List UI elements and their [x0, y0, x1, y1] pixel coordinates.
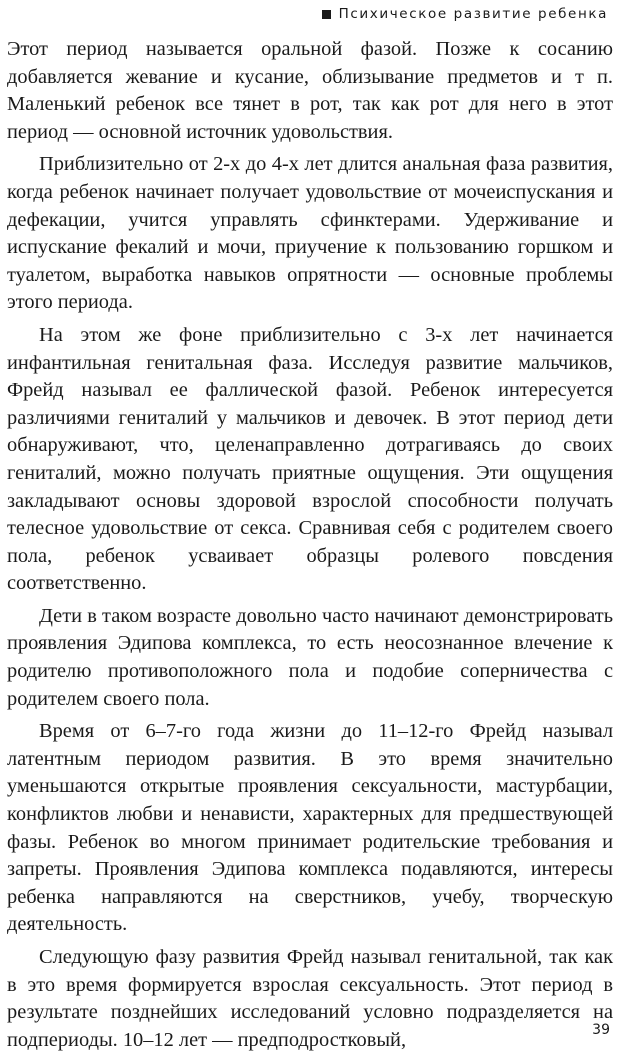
paragraph-genital-phase: На этом же фоне приблизительно с 3-х лет начинается инфантильная генитальная фаза. Исследуя развитие мальчиков, Фрейд называл ее фаллической фазой. Ребенок интересуется различиями гениталий у мальчиков и девочек. В этот период дети обнаруживают, что, целенаправленно дотрагиваясь до своих гениталий, можно получать приятные ощущения. Эти ощущения закладывают основы здоровой взрослой способности получать телесное удовольствие от секса. Сравнивая себя с родителем своего пола, ребенок усваивает образцы ролевого повсдения соответственно. — [7, 323, 613, 595]
paragraph-anal-phase: Приблизительно от 2-х до 4-х лет длится анальная фаза развития, когда ребенок начинает получает удовольствие от мочеиспускания и дефекации, учится управлять сфинктерами. Удерживание и испускание фекалий и мочи, приучение к пользованию горшком и туалетом, выработка навыков опрятности — основные проблемы этого периода. — [7, 153, 613, 314]
paragraph-latent-period: Время от 6–7-го года жизни до 11–12-го Фрейд называл латентным периодом развития. В это время значительно уменьшаются открытые проявления сексуальности, мастурбации, конфликтов любви и ненависти, характерных для предшествующей фазы. Ребенок во многом принимает родительские требования и запреты. Проявления Эдипова комплекса подавляются, интересы ребенка направляются на сверстников, учебу, творческую деятельность. — [7, 720, 613, 936]
header-square-bullet — [322, 10, 331, 19]
paragraph-oral-phase: Этот период называется оральной фазой. Позже к сосанию добавляется жевание и кусание, облизывание предметов и т п. Маленький ребенок все тянет в рот, так как рот для него в этот период — основной источник удовольствия. — [7, 38, 613, 143]
paragraph-oedipus-complex: Дети в таком возрасте довольно часто начинают демонстрировать проявления Эдипова комплекса, то есть неосознанное влечение к родителю противоположного пола и подобие соперничества с родителем своего пола. — [7, 604, 613, 710]
running-header-title: Психическое развитие ребенка — [338, 6, 608, 22]
body-text — [7, 36, 613, 1059]
page-number: 39 — [592, 1022, 610, 1038]
paragraph-genital-development: Следующую фазу развития Фрейд называл генитальной, так как в это время формируется взрослая сексуальность. Этот период в результате позднейших исследований условно подразделяется на подпериоды. 10–12 лет — предподростковый, — [7, 946, 613, 1051]
running-header — [322, 4, 608, 24]
